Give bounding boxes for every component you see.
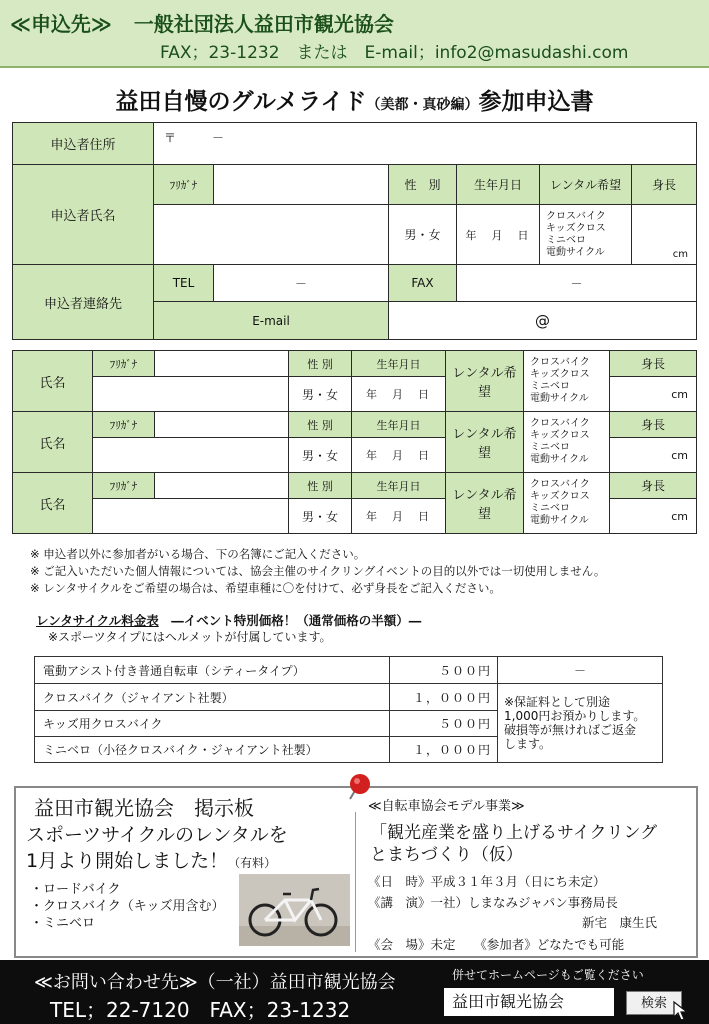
- title-main: 益田自慢のグルメライド: [115, 89, 367, 115]
- participant-name-label: 氏名: [13, 351, 93, 412]
- participant-rental-label: レンタル希望: [446, 473, 524, 534]
- birth-label: 生年月日: [457, 165, 540, 205]
- participant-gender-choice[interactable]: 男・女: [289, 499, 352, 534]
- rental-option[interactable]: 電動サイクル: [530, 515, 589, 526]
- rental-option[interactable]: ミニベロ: [530, 381, 570, 392]
- participant-name-field[interactable]: [93, 499, 289, 534]
- apply-to-label: ≪申込先≫: [10, 12, 112, 36]
- header-banner: [0, 0, 709, 68]
- pricing-table: [34, 656, 663, 763]
- rental-options[interactable]: [540, 205, 632, 265]
- deposit-line: ※保証料として別途: [504, 695, 611, 709]
- price-item-price: １，０００円: [390, 684, 498, 711]
- rental-option[interactable]: クロスバイク: [530, 479, 590, 490]
- event-speaker: 新宅 康生氏: [582, 915, 658, 930]
- participant-rental-options[interactable]: [524, 351, 610, 412]
- fax-field[interactable]: －: [457, 265, 697, 302]
- rental-option[interactable]: 電動サイクル: [530, 454, 589, 465]
- homepage-note: 併せてホームページもご覧ください: [452, 968, 644, 982]
- participant-height-label: 身長: [610, 351, 697, 377]
- note-line: ※ ご記入いただいた個人情報については、協会主催のサイクリングイベントの目的以外では一切使用しません。: [30, 564, 606, 578]
- furigana-label: ﾌﾘｶﾞﾅ: [154, 165, 214, 205]
- participant-furigana-label: ﾌﾘｶﾞﾅ: [93, 412, 155, 438]
- rental-option[interactable]: 電動サイクル: [530, 393, 589, 404]
- rental-option[interactable]: キッズクロス: [530, 491, 590, 502]
- participant-height-field[interactable]: [610, 499, 697, 534]
- participant-rental-label: レンタル希望: [446, 351, 524, 412]
- event-title: とまちづくり（仮）: [370, 845, 523, 865]
- tel-field[interactable]: －: [214, 265, 389, 302]
- bike-list-item: ・ミニベロ: [30, 916, 96, 931]
- deposit-line: 破損等が無ければご返金: [504, 723, 637, 737]
- board-title: 益田市観光協会 掲示板: [34, 796, 254, 820]
- helmet-note: ※スポーツタイプにはヘルメットが付属しています。: [48, 630, 332, 644]
- participant-name-label: 氏名: [13, 473, 93, 534]
- furigana-field[interactable]: [214, 165, 389, 205]
- rental-option[interactable]: キッズクロス: [530, 369, 590, 380]
- cm-unit: cm: [671, 387, 688, 401]
- price-item-price: ５００円: [390, 711, 498, 737]
- participant-birth-label: 生年月日: [352, 473, 446, 499]
- title-sub: （美都・真砂編）: [366, 97, 479, 113]
- rental-option[interactable]: クロスバイク: [530, 357, 590, 368]
- rental-label: レンタル希望: [540, 165, 632, 205]
- bicycle-photo: [239, 874, 350, 946]
- price-item-price: ５００円: [390, 657, 498, 684]
- board-message: [26, 846, 276, 873]
- address-label: 申込者住所: [13, 123, 154, 165]
- participant-height-label: 身長: [610, 473, 697, 499]
- tel-label: TEL: [154, 265, 214, 302]
- deposit-line: 1,000円お預かりします。: [504, 709, 646, 723]
- board-divider: [355, 812, 356, 952]
- participant-height-label: 身長: [610, 412, 697, 438]
- postal-mark: 〒 －: [164, 131, 225, 145]
- footer-banner: [0, 960, 709, 1024]
- applicant-name-label: 申込者氏名: [13, 165, 154, 265]
- price-item-name: キッズ用クロスバイク: [35, 711, 390, 737]
- cm-unit: cm: [672, 249, 689, 260]
- participant-gender-label: 性 別: [289, 473, 352, 499]
- participant-furigana-label: ﾌﾘｶﾞﾅ: [93, 351, 155, 377]
- participant-birth-label: 生年月日: [352, 412, 446, 438]
- participant-gender-label: 性 別: [289, 412, 352, 438]
- model-project-tag: ≪自転車協会モデル事業≫: [368, 799, 525, 814]
- birth-field[interactable]: 年 月 日: [457, 205, 540, 265]
- rental-option[interactable]: 電動サイクル: [546, 246, 605, 258]
- participant-name-field[interactable]: [93, 438, 289, 473]
- gender-label: 性 別: [389, 165, 457, 205]
- participant-birth-label: 生年月日: [352, 351, 446, 377]
- participant-rental-label: レンタル希望: [446, 412, 524, 473]
- rental-option[interactable]: キッズクロス: [546, 222, 606, 234]
- board-message: スポーツサイクルのレンタルを: [26, 824, 288, 846]
- participant-height-field[interactable]: [610, 438, 697, 473]
- header-org-line: [10, 8, 394, 37]
- price-item-price: １，０００円: [390, 737, 498, 763]
- pricing-heading: [36, 611, 421, 629]
- note-line: ※ レンタサイクルをご希望の場合は、希望車種に〇を付けて、必ず身長をご記入ください。: [30, 581, 501, 595]
- applicant-name-field[interactable]: [154, 205, 389, 265]
- pricing-special: ―イベント特別価格！（通常価格の半額）―: [171, 613, 422, 628]
- price-item-name: ミニベロ（小径クロスバイク・ジャイアント社製）: [35, 737, 390, 763]
- contact-label: 申込者連絡先: [13, 265, 154, 340]
- participant-birth-field[interactable]: 年 月 日: [352, 438, 446, 473]
- participant-rental-options[interactable]: [524, 412, 610, 473]
- bicycle-icon: [239, 874, 350, 946]
- search-input[interactable]: 益田市観光協会: [444, 988, 614, 1016]
- price-item-name: 電動アシスト付き普通自転車（シティータイプ）: [35, 657, 390, 684]
- bike-list-item: ・ロードバイク: [30, 882, 121, 897]
- bike-list-item: ・クロスバイク（キッズ用含む）: [30, 899, 225, 914]
- rental-option[interactable]: キッズクロス: [530, 430, 590, 441]
- search-button-label: 検索: [640, 996, 667, 1011]
- rental-option[interactable]: ミニベロ: [546, 234, 586, 246]
- footer-phones: TEL；22-7120 FAX；23-1232: [50, 998, 351, 1022]
- participant-gender-label: 性 別: [289, 351, 352, 377]
- height-label: 身長: [632, 165, 697, 205]
- cm-unit: cm: [671, 509, 688, 523]
- participant-name-label: 氏名: [13, 412, 93, 473]
- participant-name-field[interactable]: [93, 377, 289, 412]
- pricing-title: レンタサイクル料金表: [36, 613, 159, 628]
- header-contact: FAX；23-1232 または E-mail；info2@masudashi.com: [160, 43, 629, 63]
- participant-birth-field[interactable]: 年 月 日: [352, 499, 446, 534]
- board-message-text: 1月より開始しました！: [26, 850, 229, 872]
- participant-height-field[interactable]: [610, 377, 697, 412]
- deposit-line: します。: [504, 737, 552, 751]
- height-field[interactable]: [632, 205, 697, 265]
- participant-furigana-field[interactable]: [155, 473, 289, 499]
- price-item-name: クロスバイク（ジャイアント社製）: [35, 684, 390, 711]
- address-field[interactable]: [154, 123, 697, 165]
- title-suffix: 参加申込書: [478, 89, 594, 115]
- participant-gender-choice[interactable]: 男・女: [289, 377, 352, 412]
- email-field[interactable]: @: [389, 302, 697, 340]
- form-title: [0, 83, 709, 116]
- participant-gender-choice[interactable]: 男・女: [289, 438, 352, 473]
- board-message-note: （有料）: [228, 856, 277, 870]
- note-line: ※ 申込者以外に参加者がいる場合、下の名簿にご記入ください。: [30, 547, 366, 561]
- participant-birth-field[interactable]: 年 月 日: [352, 377, 446, 412]
- fax-label: FAX: [389, 265, 457, 302]
- participant-rental-options[interactable]: [524, 473, 610, 534]
- rental-option[interactable]: ミニベロ: [530, 442, 570, 453]
- participant-table: [12, 350, 697, 534]
- deposit-note: [498, 684, 663, 763]
- cursor-icon: [672, 1000, 694, 1022]
- event-venue: 《会 場》未定 《参加者》どなたでも可能: [368, 937, 625, 952]
- participant-furigana-label: ﾌﾘｶﾞﾅ: [93, 473, 155, 499]
- applicant-table: [12, 122, 697, 340]
- gender-choice[interactable]: 男・女: [389, 205, 457, 265]
- price-dash: －: [498, 657, 663, 684]
- event-title: 「観光産業を盛り上げるサイクリング: [370, 823, 658, 843]
- participant-furigana-field[interactable]: [155, 351, 289, 377]
- event-lecture: 《講 演》一社）しまなみジャパン事務局長: [368, 895, 618, 910]
- rental-option[interactable]: クロスバイク: [546, 210, 606, 222]
- rental-option[interactable]: ミニベロ: [530, 503, 570, 514]
- event-date: 《日 時》平成３１年３月（日にち未定）: [368, 874, 606, 889]
- cm-unit: cm: [671, 448, 688, 462]
- rental-option[interactable]: クロスバイク: [530, 418, 590, 429]
- footer-contact-title: ≪お問い合わせ先≫（一社）益田市観光協会: [34, 972, 396, 993]
- organization-name: 一般社団法人益田市観光協会: [133, 12, 394, 36]
- email-label: E-mail: [154, 302, 389, 340]
- participant-furigana-field[interactable]: [155, 412, 289, 438]
